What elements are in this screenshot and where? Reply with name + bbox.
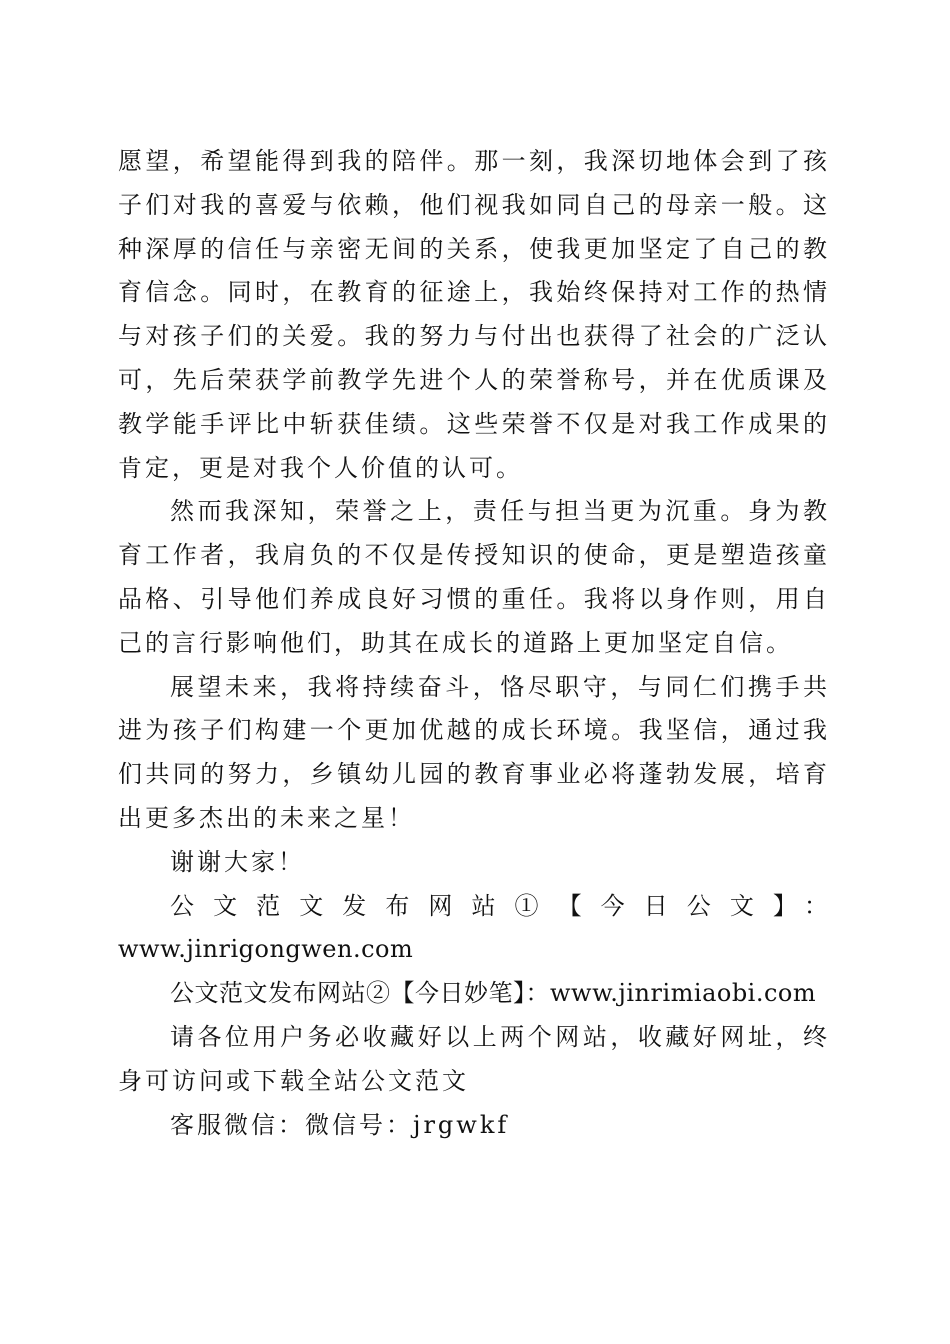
- customer-service: 客服微信：微信号：jrgwkf: [170, 1110, 510, 1139]
- site1-url: www.jinrigongwen.com: [118, 935, 414, 964]
- paragraph-3: 展望未来，我将持续奋斗，恪尽职守，与同仁们携手共进为孩子们构建一个更加优越的成长环境。我坚信，通过我们共同的努力，乡镇幼儿园的教育事业必将蓬勃发展，培育出更多杰出的未来之星！: [118, 672, 830, 832]
- site1-label: 公文范文发布网站①【今日公文】：: [170, 891, 830, 920]
- bookmark-notice: 请各位用户务必收藏好以上两个网站，收藏好网址，终身可访问或下载全站公文范文: [118, 1022, 830, 1095]
- document-body: [118, 140, 830, 1147]
- paragraph-1: 愿望，希望能得到我的陪伴。那一刻，我深切地体会到了孩子们对我的喜爱与依赖，他们视我如同自己的母亲一般。这种深厚的信任与亲密无间的关系，使我更加坚定了自己的教育信念。同时，在教育的征途上，我始终保持对工作的热情与对孩子们的关爱。我的努力与付出也获得了社会的广泛认可，先后荣获学前教学先进个人的荣誉称号，并在优质课及教学能手评比中斩获佳绩。这些荣誉不仅是对我工作成果的肯定，更是对我个人价值的认可。: [118, 147, 830, 482]
- paragraph-2: 然而我深知，荣誉之上，责任与担当更为沉重。身为教育工作者，我肩负的不仅是传授知识的使命，更是塑造孩童品格、引导他们养成良好习惯的重任。我将以身作则，用自己的言行影响他们，助其在成长的道路上更加坚定自信。: [118, 497, 830, 657]
- paragraph-thanks: 谢谢大家！: [170, 847, 305, 876]
- site2-line: 公文范文发布网站②【今日妙笔】：www.jinrimiaobi.com: [170, 979, 817, 1008]
